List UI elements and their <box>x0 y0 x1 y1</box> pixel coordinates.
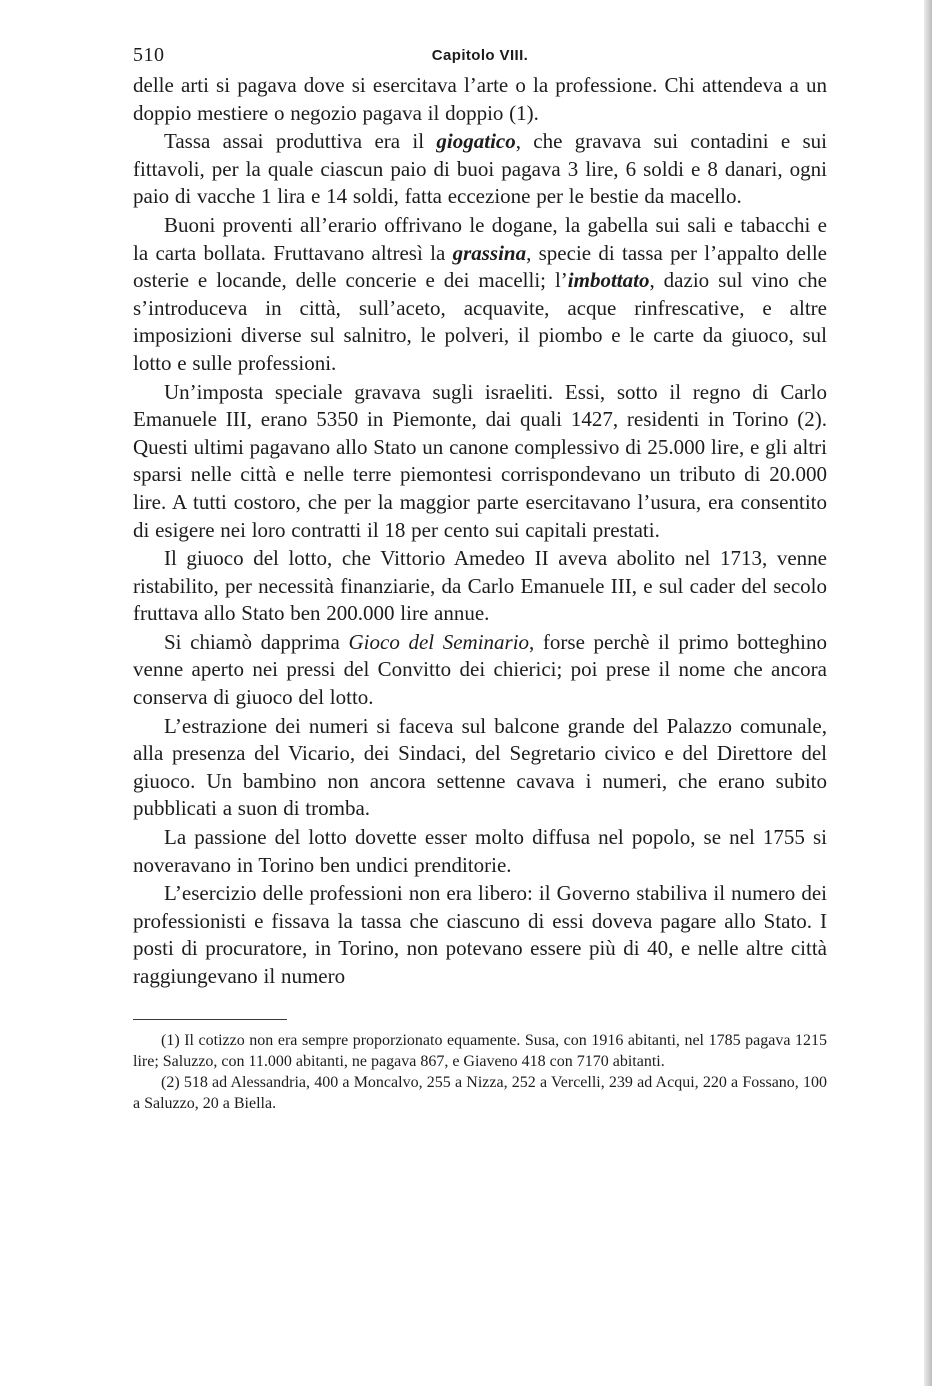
italic-term: Gioco del Seminario <box>348 629 530 654</box>
chapter-title: Capitolo VIII. <box>431 47 529 64</box>
paragraph <box>133 824 827 879</box>
body-text <box>133 72 827 991</box>
page-number: 510 <box>133 44 165 66</box>
paragraph <box>133 545 827 628</box>
paragraph-text: Il giuoco del lotto, che Vittorio Amedeo II aveva abolito nel 1713, venne ristabilito, per necessità finanziarie, da Carlo Emanuele III, e sul cader del secolo fruttava allo Stato ben 200.000 lire annue. <box>133 546 827 626</box>
paragraph-text: , dazio sul vino che s’introduceva in città, sull’aceto, acquavite, acque rinfrescative, e altre imposizioni diverse sul salnitro, le polveri, il piombo e le carte da giuoco, sul lotto e sulle professioni. <box>133 268 827 375</box>
paragraph-text: , specie di tassa per l’appalto delle osterie e locande, delle concerie e dei macelli; l’ <box>133 240 827 293</box>
paragraph-text: L’estrazione dei numeri si faceva sul balcone grande del Palazzo comunale, alla presenza del Vicario, dei Sindaci, del Segretario civico e del Direttore del giuoco. Un bambino non ancora settenne cavava i numeri, che erano subito pubblicati a suon di tromba. <box>133 713 827 821</box>
emphasized-term: grassina <box>452 240 527 265</box>
paragraph-text: Un’imposta speciale gravava sugli israeliti. Essi, sotto il regno di Carlo Emanuele III, erano 5350 in Piemonte, dai quali 1427, residenti in Torino (2). Questi ultimi pagavano allo Stato un canone complessivo di 25.000 lire, e gli altri sparsi nelle città e nelle terre piemontesi corrispondevano un tributo di 20.000 lire. A tutti costoro, che per la maggior parte esercitavano l’usura, era consentito di esigere nei loro contratti il 18 per cento sui capitali prestati. <box>133 379 827 542</box>
book-page <box>133 40 827 1114</box>
emphasized-term: imbottato <box>567 268 650 293</box>
paragraph-text: Tassa assai produttiva era il <box>164 129 437 154</box>
paragraph <box>133 212 827 378</box>
paragraph-text: , che gravava sui contadini e sui fittavoli, per la quale ciascun paio di buoi pagava 3 lire, 6 soldi e 8 danari, ogni paio di vacche 1 lira e 14 soldi, fatta eccezione per le bestie da macello. <box>133 129 827 209</box>
paragraph-text: La passione del lotto dovette esser molto diffusa nel popolo, se nel 1755 si noveravano in Torino ben undici prenditorie. <box>133 825 827 877</box>
footnote: (2) 518 ad Alessandria, 400 a Moncalvo, 255 a Nizza, 252 a Vercelli, 239 ad Acqui, 220 a Fossano, 100 a Saluzzo, 20 a Biella. <box>133 1073 827 1112</box>
paragraph <box>133 629 827 712</box>
paragraph <box>133 713 827 823</box>
emphasized-term: giogatico <box>436 129 516 154</box>
page-edge-shadow <box>924 0 932 1386</box>
paragraph <box>133 72 827 127</box>
paragraph-text: L’esercizio delle professioni non era libero: il Governo stabiliva il numero dei professionisti e fissava la tassa che ciascuno di essi doveva pagare allo Stato. I posti di procuratore, in Torino, non potevano essere più di 40, e nelle altre città raggiungevano il numero <box>133 881 827 988</box>
running-head <box>133 40 827 72</box>
paragraph-text: Si chiamò dapprima <box>164 629 349 654</box>
paragraph-text: Buoni proventi all’erario offrivano le dogane, la gabella sui sali e tabacchi e la carta bollata. Fruttavano altresì la <box>133 212 827 265</box>
paragraph <box>133 128 827 211</box>
footnote-divider <box>133 1019 287 1020</box>
paragraph-text: delle arti si pagava dove si esercitava l’arte o la professione. Chi attendeva a un doppio mestiere o negozio pagava il doppio (1). <box>133 73 827 125</box>
paragraph <box>133 379 827 545</box>
paragraph-text: , forse perchè il primo botteghino venne aperto nei pressi del Convitto dei chierici; poi prese il nome che ancora conserva di giuoco del lotto. <box>133 629 827 710</box>
footnote: (1) Il cotizzo non era sempre proporzionato equamente. Susa, con 1916 abitanti, nel 1785 pagava 1215 lire; Saluzzo, con 11.000 abitanti, ne pagava 867, e Giaveno 418 con 7170 abitanti. <box>133 1031 827 1070</box>
paragraph <box>133 880 827 990</box>
footnotes <box>133 1030 827 1114</box>
